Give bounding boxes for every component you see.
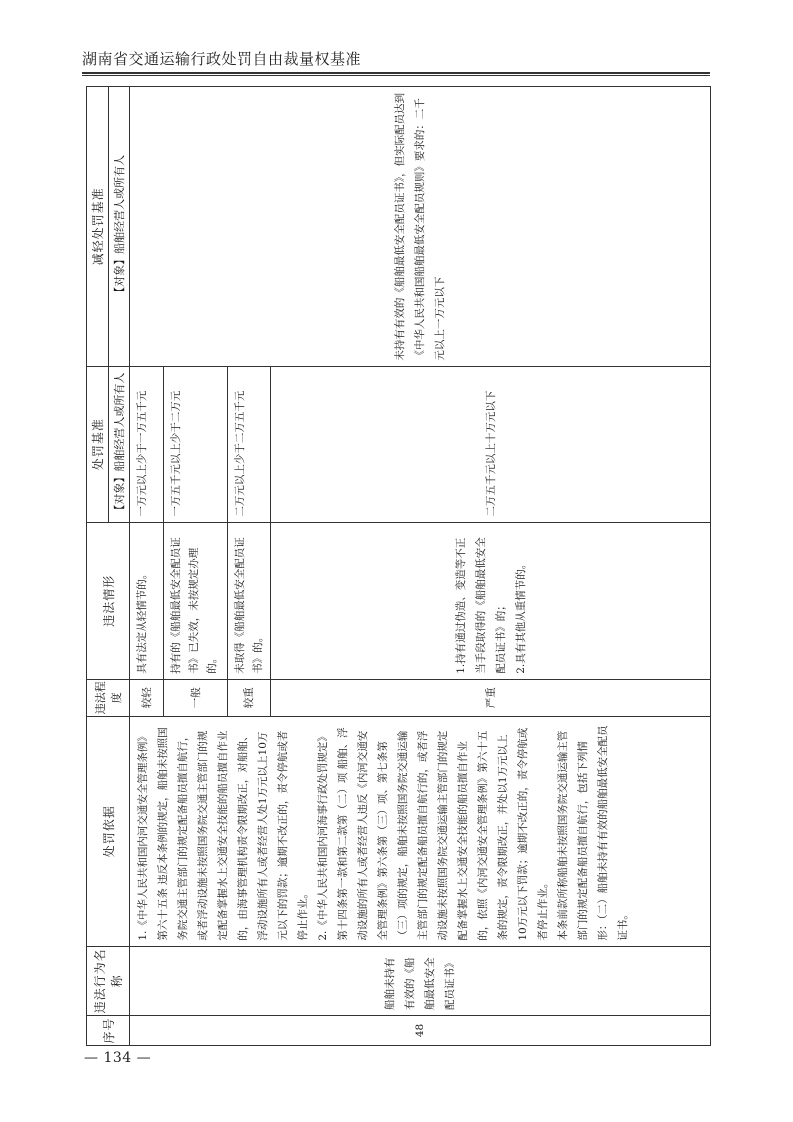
page-header-title: 湖南省交通运输行政处罚自由裁量权基准 (82, 50, 362, 68)
basis-paragraph-2: 2.《中华人民共和国内河海事行政处罚规定》第十四条第一款和第二款第（二）项 船舶、浮动设施的所有人或者经营人违反《内河交通安全管理条例》第六条第（三）项、第七条第（三）项的规定，船舶未按照国务院交通运输主管部门的规定配备船员擅自航行的，或者浮动设施未按照国务院交通运输主管部门的规定配备掌握水上交通安全技能的船员擅自作业的，依照《内河交通安全管理条例》第六十五条的规定，责令限期改正，并处以1万元以上10万元以下罚款；逾期不改正的，责令停航或者停止作业。 (317, 727, 549, 941)
standard-heavy: 二万元以上少于二万五千元 (228, 366, 271, 522)
basis-paragraph-1: 1.《中华人民共和国内河交通安全管理条例》第六十五条 违反本条例的规定，船舶未按照国务院交通主管部门的规定配备船员擅自航行，或者浮动设施未按照国务院交通主管部门的规定配备掌握水上交通安全技能的船员擅自作业的，由海事管理机构责令限期改正，对船舶、浮动设施所有人或者经营人处1万元以上10万元以下的罚款；逾期不改正的，责令停航或者停止作业。 (137, 727, 309, 941)
row-penalty-basis (130, 716, 711, 946)
circumstance-severe: 1.持有通过伪造、变造等不正当手段取得的《船舶最低安全配员证书》的； 2.具有其他从重情节的。 (271, 522, 711, 679)
col-header-reduced: 减轻处罚基准 (87, 87, 109, 367)
circumstance-general: 持有的《船舶最低安全配员证书》已失效，未按规定办理的。 (164, 522, 228, 679)
degree-light: 较轻 (130, 679, 164, 716)
standard-severe: 二万五千元以上十万元以下 (271, 366, 711, 522)
col-header-degree: 违法程度 (87, 679, 130, 716)
standard-general: 一万五千元以上少于二万元 (164, 366, 228, 522)
row-violation-name: 船舶未持有有效的《船舶最低安全配员证书》 (130, 946, 711, 1015)
reduced-standard: 未持有有效的《船舶最低安全配员证书》，但实际配员达到《中华人民共和国船舶最低安全配员规则》要求的：二千元以上一万元以下 (130, 87, 711, 367)
col-header-name: 违法行为名称 (87, 946, 130, 1015)
degree-heavy: 较重 (228, 679, 271, 716)
degree-general: 一般 (164, 679, 228, 716)
col-header-seq: 序号 (87, 1015, 130, 1045)
penalty-table-rotated (86, 86, 711, 1046)
col-header-standard: 处罚基准 (87, 366, 109, 522)
degree-severe: 严重 (271, 679, 711, 716)
header-rule-thin (82, 75, 710, 76)
circumstance-heavy: 未取得《船舶最低安全配员证书》的。 (228, 522, 271, 679)
page-number: — 134 — (84, 1050, 152, 1066)
col-header-circumstance: 违法情形 (87, 522, 130, 679)
col-header-reduced-target: 【对象】船舶经营人或所有人 (109, 87, 130, 367)
basis-paragraph-3: 本条前款所称船舶未按照国务院交通运输主管部门的规定配备船员擅自航行，包括下列情形：（二）船舶未持有有效的船舶最低安全配员证书。 (557, 725, 629, 941)
col-header-standard-target: 【对象】船舶经营人或所有人 (109, 366, 130, 522)
row-seq: 48 (130, 1015, 711, 1045)
circumstance-light: 具有法定从轻情节的。 (130, 522, 164, 679)
col-header-basis: 处罚依据 (87, 716, 130, 946)
standard-light: 一万元以上少于一万五千元 (130, 366, 164, 522)
header-rule (82, 72, 710, 74)
penalty-standard-table (86, 86, 711, 1046)
